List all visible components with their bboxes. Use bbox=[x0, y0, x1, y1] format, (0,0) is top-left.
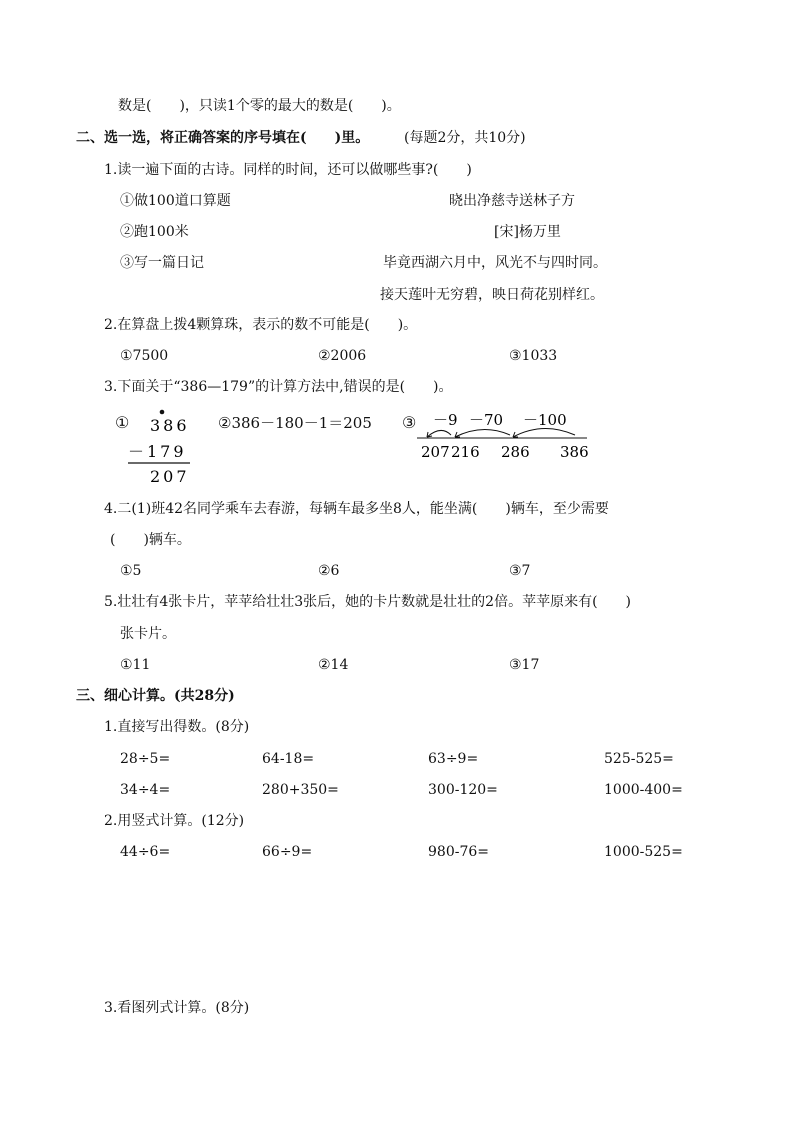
q4-option-1: ①5 bbox=[120, 563, 142, 579]
q2-option-2: ②2006 bbox=[318, 348, 367, 364]
p2-r1-c2: 66÷9= bbox=[262, 844, 313, 860]
section3-heading: 三、细心计算。(共28分) bbox=[76, 688, 235, 704]
difference: 207 bbox=[150, 467, 190, 486]
poem-line-1: 毕竟西湖六月中，风光不与四时同。 bbox=[383, 255, 607, 271]
vertical-subtraction bbox=[120, 405, 200, 487]
q5-text-line1: 5.壮壮有4张卡片，苹苹给壮壮3张后，她的卡片数就是壮壮的2倍。苹苹原来有( ) bbox=[104, 594, 632, 610]
p1-r2-c3: 300-120= bbox=[428, 782, 498, 798]
p2-r1-c3: 980-76= bbox=[428, 844, 489, 860]
nl-386: 386 bbox=[560, 443, 589, 461]
q4-option-3: ③7 bbox=[509, 563, 531, 579]
p1-r2-c4: 1000-400= bbox=[604, 782, 683, 798]
p3-title: 3.看图列式计算。(8分) bbox=[104, 1000, 250, 1016]
poem-author: [宋]杨万里 bbox=[494, 224, 561, 240]
p1-r1-c3: 63÷9= bbox=[428, 751, 479, 767]
section2-heading: 二、选一选，将正确答案的序号填在( )里。 bbox=[76, 130, 370, 146]
q1-option-1: ①做100道口算题 bbox=[120, 193, 231, 209]
p2-r1-c4: 1000-525= bbox=[604, 844, 683, 860]
p1-r1-c1: 28÷5= bbox=[120, 751, 171, 767]
step-minus-70: －70 bbox=[469, 411, 504, 429]
q3-text: 3.下面关于“386—179”的计算方法中,错误的是( )。 bbox=[104, 379, 453, 395]
q1-text: 1.读一遍下面的古诗。同样的时间，还可以做哪些事?( ) bbox=[104, 162, 472, 178]
p1-r1-c2: 64-18= bbox=[262, 751, 315, 767]
q4-text-line1: 4.二(1)班42名同学乘车去春游，每辆车最多坐8人，能坐满( )辆车，至少需要 bbox=[104, 501, 609, 517]
continuation-line: 数是( )，只读1个零的最大的数是( )。 bbox=[118, 98, 401, 114]
nl-286: 286 bbox=[501, 443, 530, 461]
minuend: 386 bbox=[150, 416, 190, 435]
carry-dot bbox=[160, 410, 165, 415]
q4-option-2: ②6 bbox=[318, 563, 340, 579]
poem-line-2: 接天莲叶无穷碧，映日荷花别样红。 bbox=[380, 287, 604, 303]
q1-option-3: ③写一篇日记 bbox=[120, 255, 204, 271]
q4-text-line2: ( )辆车。 bbox=[110, 532, 191, 548]
q2-option-3: ③1033 bbox=[509, 348, 558, 364]
p1-r2-c2: 280+350= bbox=[262, 782, 339, 798]
q3-option-3-label: ③ bbox=[402, 413, 417, 432]
q5-option-3: ③17 bbox=[509, 657, 540, 673]
q5-text-line2: 张卡片。 bbox=[120, 626, 176, 642]
step-minus-100: －100 bbox=[523, 411, 567, 429]
p1-r1-c4: 525-525= bbox=[604, 751, 674, 767]
q3-option-1-label: ① bbox=[115, 413, 130, 432]
step-minus-9: －9 bbox=[433, 411, 458, 429]
subtrahend: －179 bbox=[128, 442, 187, 461]
q2-text: 2.在算盘上拨4颗算珠，表示的数不可能是( )。 bbox=[104, 317, 418, 333]
arc-3 bbox=[513, 428, 575, 437]
poem-title: 晓出净慈寺送林子方 bbox=[449, 193, 575, 209]
nl-207: 207 bbox=[421, 443, 450, 461]
q3-option-2: ②386－180－1＝205 bbox=[218, 414, 372, 432]
section2-score: (每题2分，共10分) bbox=[404, 130, 526, 146]
number-line-diagram bbox=[415, 405, 600, 463]
q2-option-1: ①7500 bbox=[120, 348, 169, 364]
p1-title: 1.直接写出得数。(8分) bbox=[104, 719, 250, 735]
nl-216: 216 bbox=[451, 443, 480, 461]
p1-r2-c1: 34÷4= bbox=[120, 782, 171, 798]
arc-2 bbox=[455, 429, 510, 437]
p2-title: 2.用竖式计算。(12分) bbox=[104, 813, 245, 829]
q5-option-2: ②14 bbox=[318, 657, 349, 673]
q5-option-1: ①11 bbox=[120, 657, 151, 673]
q1-option-2: ②跑100米 bbox=[120, 224, 189, 240]
p2-r1-c1: 44÷6= bbox=[120, 844, 171, 860]
